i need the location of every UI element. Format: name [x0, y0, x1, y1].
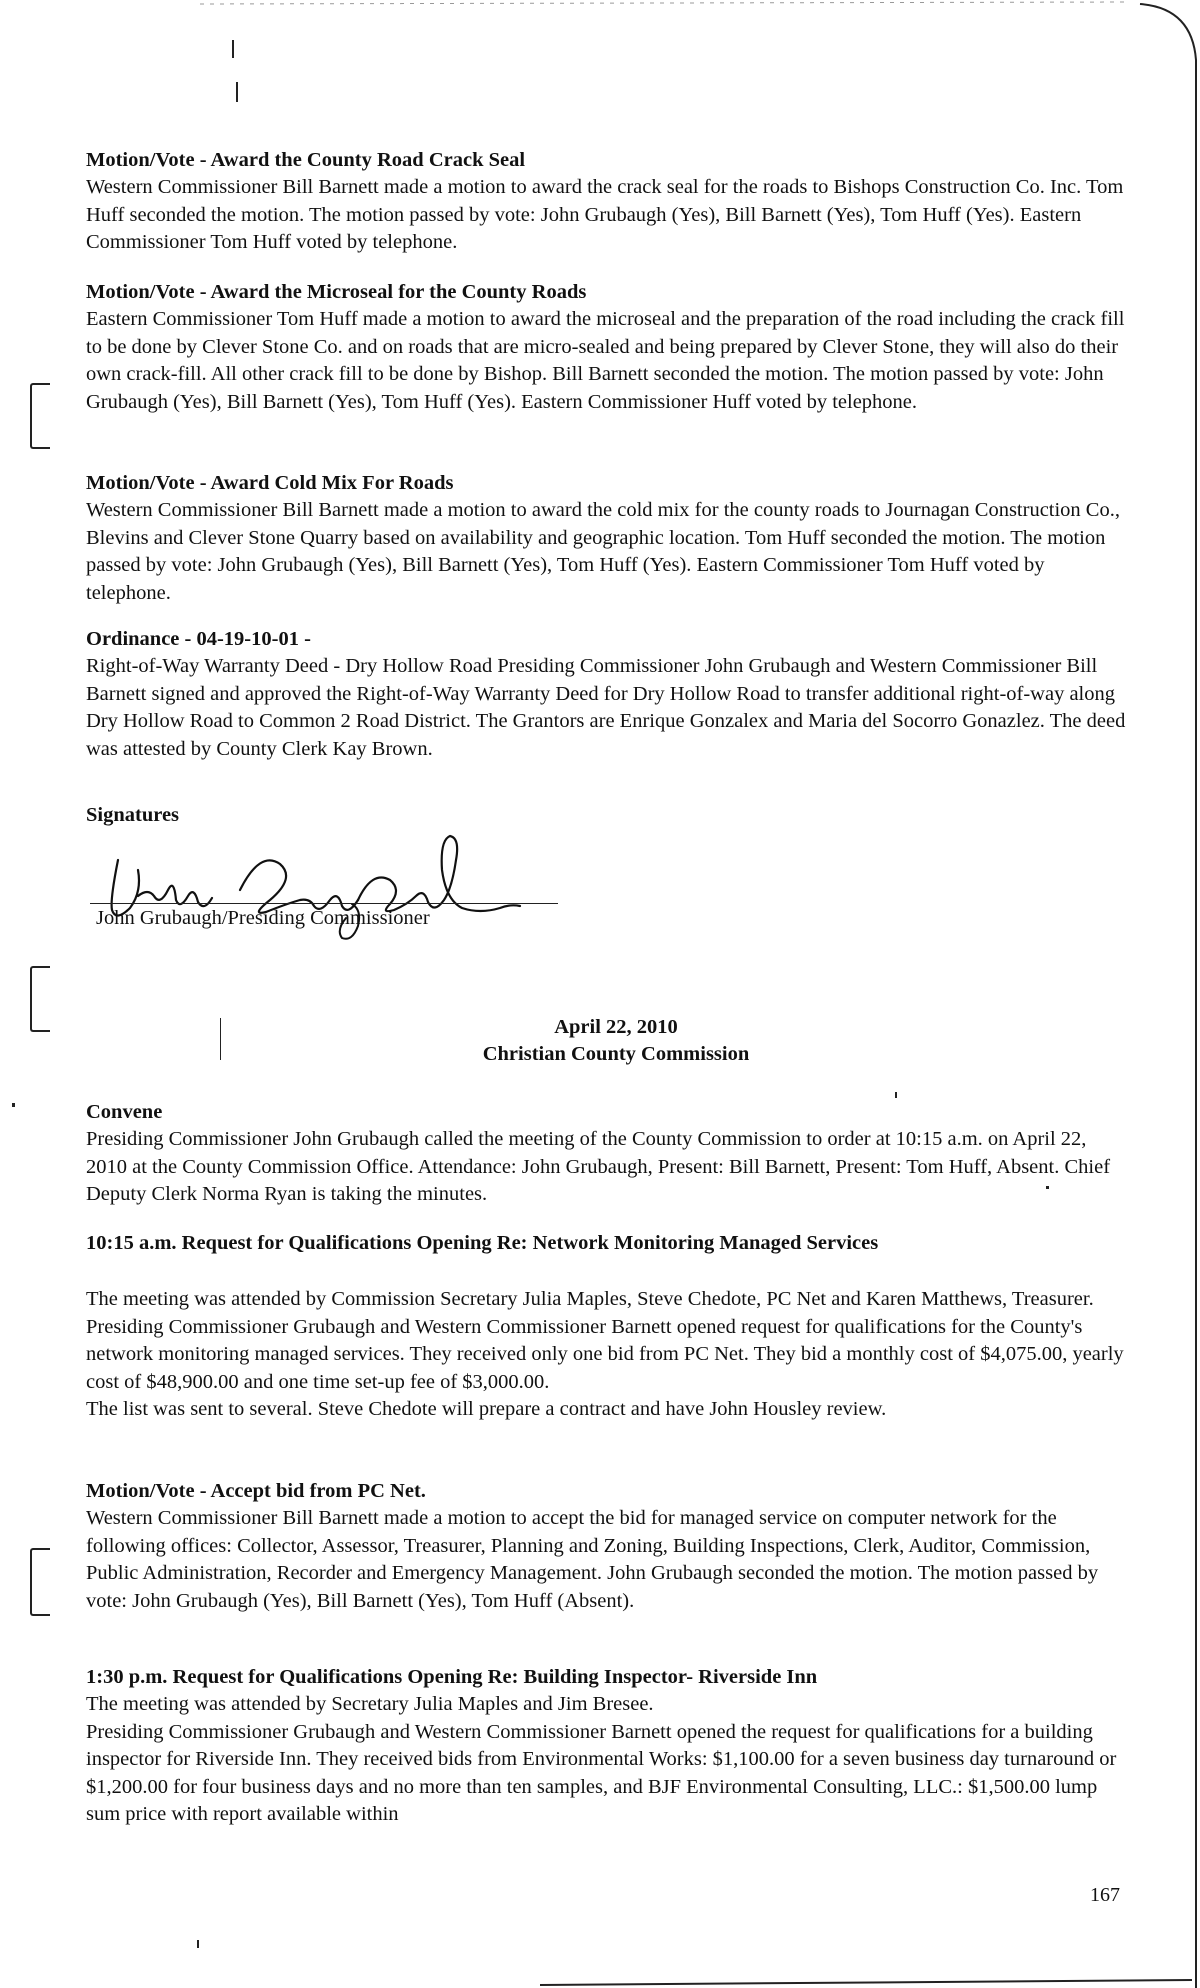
section-paragraph: Western Commissioner Bill Barnett made a motion to award the crack seal for the roads to Bishops Construction Co. Inc. Tom Huff seconded the motion. The motion passed by vote: John Grubaugh (Yes), Bill Barnett (Yes), Tom Huff (Yes). Eastern Commissioner Tom Huff voted by telephone.	[86, 176, 1124, 253]
section-paragraph: The list was sent to several. Steve Chedote will prepare a contract and have John Housley review.	[86, 1398, 887, 1420]
meeting-header	[86, 1014, 1146, 1068]
signatures-block	[86, 802, 1126, 829]
section-building-inspector	[86, 1664, 1126, 1829]
binder-hole-bracket	[30, 1548, 50, 1616]
scan-mark	[197, 1940, 199, 1948]
section-network-monitoring	[86, 1230, 946, 1257]
section-heading: Convene	[86, 1101, 163, 1123]
scan-mark	[12, 1103, 15, 1107]
section-heading: Motion/Vote - Award the County Road Crack Seal	[86, 149, 526, 171]
binder-hole-bracket	[30, 966, 50, 1032]
section-microseal	[86, 279, 1126, 416]
meeting-body: Christian County Commission	[482, 1043, 750, 1065]
signature-line	[90, 903, 558, 904]
section-heading: Ordinance - 04-19-10-01 -	[86, 628, 311, 650]
section-paragraph: The meeting was attended by Secretary Julia Maples and Jim Bresee.	[86, 1693, 654, 1715]
section-paragraph: Presiding Commissioner John Grubaugh called the meeting of the County Commission to order at 10:15 a.m. on April 22, 2010 at the County Commission Office. Attendance: John Grubaugh, Present: Bill Barnett, Present: Tom Huff, Absent. Chief Deputy Clerk Norma Ryan is taking the minutes.	[86, 1128, 1111, 1205]
section-heading: 1:30 p.m. Request for Qualifications Opening Re: Building Inspector- Riverside Inn	[86, 1666, 818, 1688]
signatures-heading: Signatures	[86, 804, 180, 826]
page-number: 167	[1090, 1884, 1120, 1906]
section-heading: Motion/Vote - Accept bid from PC Net.	[86, 1480, 426, 1502]
section-convene	[86, 1099, 1126, 1209]
section-cold-mix	[86, 470, 1126, 607]
scan-mark	[232, 40, 234, 58]
section-paragraph: Eastern Commissioner Tom Huff made a motion to award the microseal and the preparation of the road including the crack fill to be done by Clever Stone Co. and on roads that are micro-sealed and being prepared by Clever Stone, they will also do their own crack-fill. All other crack fill to be done by Bishop. Bill Barnett seconded the motion. The motion passed by vote: John Grubaugh (Yes), Bill Barnett (Yes), Tom Huff (Yes). Eastern Commissioner Huff voted by telephone.	[86, 308, 1125, 413]
section-accept-bid	[86, 1478, 1126, 1615]
section-paragraph: Western Commissioner Bill Barnett made a motion to accept the bid for managed service on computer network for the following offices: Collector, Assessor, Treasurer, Planning and Zoning, Building Inspections, Clerk, Auditor, Commission, Public Administration, Recorder and Emergency Management. John Grubaugh seconded the motion. The motion passed by vote: John Grubaugh (Yes), Bill Barnett (Yes), Tom Huff (Absent).	[86, 1507, 1099, 1612]
scan-mark	[236, 82, 238, 102]
section-paragraph: Presiding Commissioner Grubaugh and Western Commissioner Barnett opened the request for qualifications for a building inspector for Riverside Inn. They received bids from Environmental Works: $1,100.00 for a seven business day turnaround or $1,200.00 for four business days and no more than ten samples, and BJF Environmental Consulting, LLC.: $1,500.00 lump sum price with report available within	[86, 1720, 1117, 1825]
section-paragraph: Western Commissioner Bill Barnett made a motion to award the cold mix for the county roads to Journagan Construction Co., Blevins and Clever Stone Quarry based on availability and geographic location. Tom Huff seconded the motion. The motion passed by vote: John Grubaugh (Yes), Bill Barnett (Yes), Tom Huff (Yes). Eastern Commissioner Tom Huff voted by telephone.	[86, 499, 1120, 604]
section-paragraph: The meeting was attended by Commission Secretary Julia Maples, Steve Chedote, PC Net and Karen Matthews, Treasurer.	[86, 1288, 1094, 1310]
binder-hole-bracket	[30, 383, 50, 449]
section-crack-seal	[86, 147, 1126, 257]
section-ordinance	[86, 626, 1126, 763]
section-paragraph: Right-of-Way Warranty Deed - Dry Hollow Road Presiding Commissioner John Grubaugh and Western Commissioner Bill Barnett signed and approved the Right-of-Way Warranty Deed for Dry Hollow Road to transfer additional right-of-way along Dry Hollow Road to Common 2 Road District. The Grantors are Enrique Gonzalex and Maria del Socorro Gonazlez. The deed was attested by County Clerk Kay Brown.	[86, 655, 1126, 760]
scan-mark	[895, 1092, 897, 1098]
section-heading: Motion/Vote - Award the Microseal for the County Roads	[86, 281, 587, 303]
section-heading: Motion/Vote - Award Cold Mix For Roads	[86, 472, 454, 494]
section-network-monitoring-body	[86, 1286, 1126, 1424]
signature-caption: John Grubaugh/Presiding Commissioner	[96, 907, 430, 929]
section-paragraph: Presiding Commissioner Grubaugh and Western Commissioner Barnett opened request for qualifications for the County's network monitoring managed services. They received only one bid from PC Net. They bid a monthly cost of $4,075.00, yearly cost of $48,900.00 and one time set-up fee of $3,000.00.	[86, 1315, 1124, 1393]
meeting-date: April 22, 2010	[554, 1016, 678, 1038]
section-heading: 10:15 a.m. Request for Qualifications Opening Re: Network Monitoring Managed Services	[86, 1232, 879, 1254]
